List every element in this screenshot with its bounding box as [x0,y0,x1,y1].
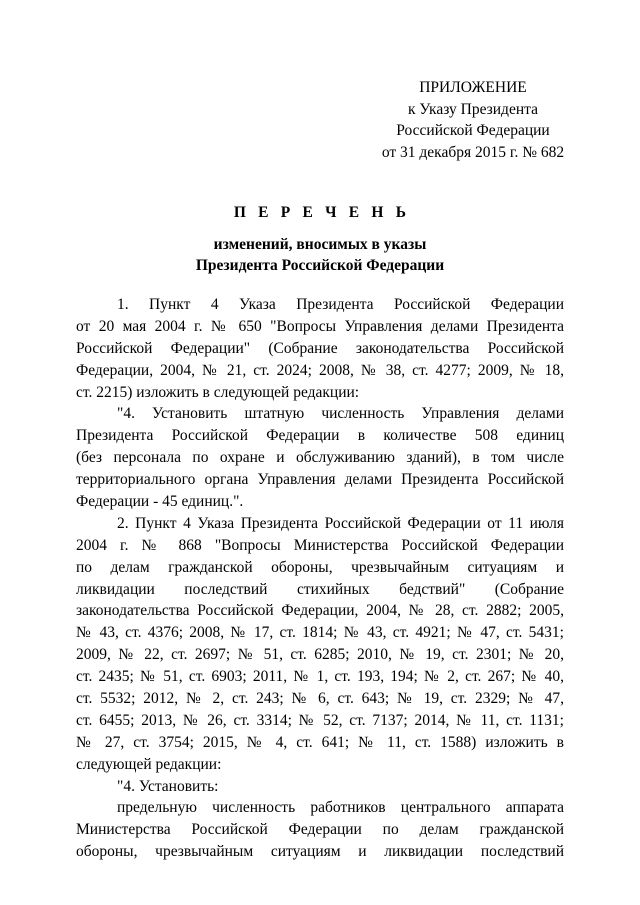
body-line: № 27, ст. 3754; 2015, № 4, ст. 641; № 11, ст. 1588) изложить в [76,733,564,751]
body-line: Министерства Российской Федерации по делам гражданской [76,821,564,839]
body-line: следующей редакции: [76,755,222,773]
subtitle-line-2: Президента Российской Федерации [195,257,445,274]
body-line: Федерации - 45 единиц.". [76,493,244,511]
body-line: Федерации, 2004, № 21, ст. 2024; 2008, № 38, ст. 4277; 2009, № 18, [76,361,564,379]
appendix-decree-ref: к Указу Президента [408,100,538,118]
body-line: ст. 6455; 2013, № 26, ст. 3314; № 52, ст. 7137; 2014, № 11, ст. 1131; [76,711,564,729]
body-line: 2. Пункт 4 Указа Президента Российской Федерации от 11 июля [117,514,564,532]
body-line: от 20 мая 2004 г. № 650 "Вопросы Управления делами Президента [76,317,564,335]
body-line: ликвидации последствий стихийных бедствий" (Собрание [76,580,564,598]
document-title: П Е Р Е Ч Е Н Ь [233,204,411,221]
body-line: "4. Установить штатную численность Управления делами [117,405,564,423]
body-line: предельную численность работников центрального аппарата [117,799,564,817]
body-line: ст. 2435; № 51, ст. 6903; 2011, № 1, ст. 193, 194; № 2, ст. 267; № 40, [76,668,564,686]
body-line: ст. 2215) изложить в следующей редакции: [76,383,360,401]
body-line: 1. Пункт 4 Указа Президента Российской Федерации [117,296,564,313]
appendix-federation: Российской Федерации [396,122,550,139]
body-line: обороны, чрезвычайным ситуациям и ликвидации последствий [76,843,564,861]
body-line: Президента Российской Федерации в количестве 508 единиц [76,427,564,445]
body-line: № 43, ст. 4376; 2008, № 17, ст. 1814; № 43, ст. 4921; № 47, ст. 5431; [76,624,564,642]
body-line: территориального органа Управления делами Президента Российской [76,471,564,489]
body-line: 2004 г. № 868 "Вопросы Министерства Российской Федерации [76,536,564,554]
body-line: 2009, № 22, ст. 2697; № 51, ст. 6285; 2010, № 19, ст. 2301; № 20, [76,646,564,664]
body-line: ст. 5532; 2012, № 2, ст. 243; № 6, ст. 643; № 19, ст. 2329; № 47, [76,690,564,708]
document-subtitle [0,234,640,276]
body-line: (без персонала по охране и обслуживанию зданий), в том числе [76,449,564,467]
subtitle-line-1: изменений, вносимых в указы [213,236,427,253]
appendix-date-number: от 31 декабря 2015 г. № 682 [381,143,565,161]
appendix-header [360,77,586,163]
body-line: "4. Установить: [117,777,219,795]
body-line: законодательства Российской Федерации, 2004, № 28, ст. 2882; 2005, [76,602,564,620]
body-line: Российской Федерации" (Собрание законодательства Российской [76,339,564,357]
appendix-label: ПРИЛОЖЕНИЕ [419,79,527,96]
body-line: по делам гражданской обороны, чрезвычайным ситуациям и [76,558,564,576]
document-body [76,294,564,863]
